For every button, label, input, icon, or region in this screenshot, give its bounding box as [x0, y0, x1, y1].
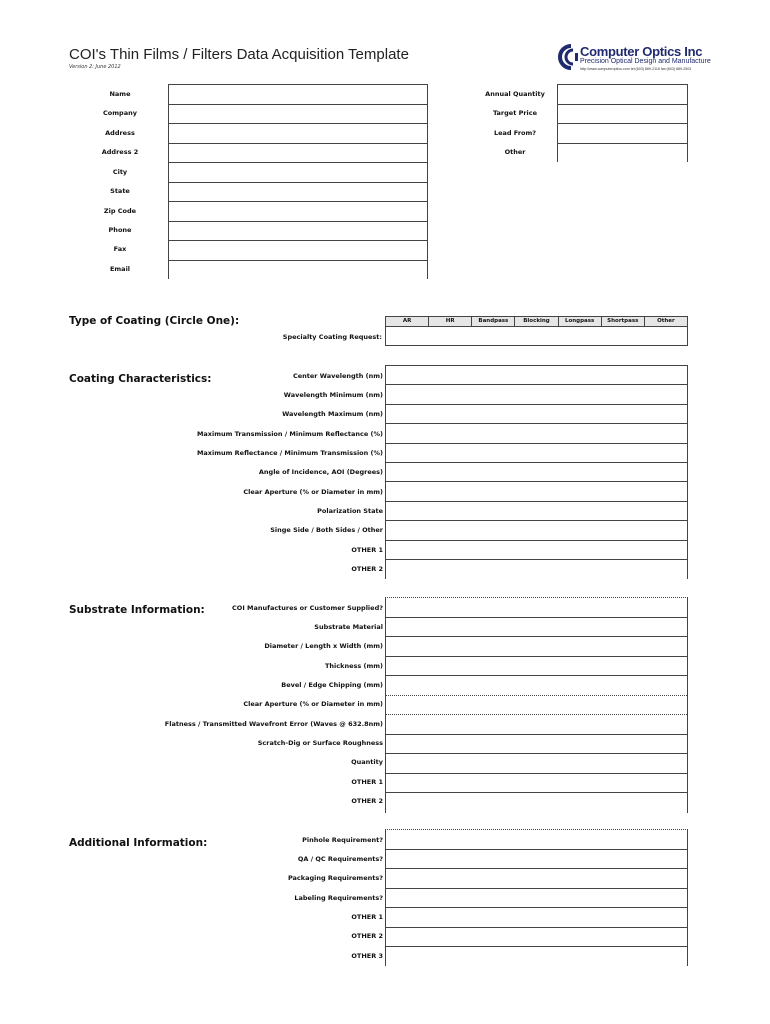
coating-other1-field[interactable] [386, 541, 687, 560]
coating-option-bandpass[interactable]: Bandpass [472, 317, 515, 326]
order-grid [557, 84, 688, 162]
labeling-field[interactable] [386, 889, 687, 909]
aoi-field[interactable] [386, 463, 687, 482]
additional-other2-field[interactable] [386, 928, 687, 948]
clear-aperture-field[interactable] [386, 482, 687, 501]
sides-field[interactable] [386, 521, 687, 540]
address2-field[interactable] [169, 144, 427, 164]
substrate-field-label: Diameter / Length x Width (mm) [264, 642, 383, 650]
contact-label: Name [109, 90, 131, 98]
contact-grid [168, 84, 428, 279]
order-label: Other [504, 148, 526, 156]
coating-option-ar[interactable]: AR [386, 317, 429, 326]
coating-field-label: OTHER 2 [351, 565, 383, 573]
coating-field-label: OTHER 1 [351, 546, 383, 554]
target-price-field[interactable] [558, 105, 687, 125]
contact-label: Address 2 [101, 148, 139, 156]
contact-label: Address [105, 129, 135, 137]
coating-option-longpass[interactable]: Longpass [559, 317, 602, 326]
email-field[interactable] [169, 261, 427, 281]
coating-field-label: Angle of Incidence, AOI (Degrees) [258, 468, 383, 476]
coating-characteristics-grid [385, 365, 688, 579]
polarization-field[interactable] [386, 502, 687, 521]
specialty-coating-field[interactable] [385, 327, 688, 346]
coating-characteristics-labels [150, 366, 383, 578]
thickness-field[interactable] [386, 657, 687, 677]
coating-field-label: Clear Aperture (% or Diameter in mm) [243, 488, 383, 496]
wavelength-min-field[interactable] [386, 385, 687, 404]
page-title: COI's Thin Films / Filters Data Acquisition Template [69, 46, 409, 63]
coating-other2-field[interactable] [386, 560, 687, 579]
substrate-field-label: Clear Aperture (% or Diameter in mm) [243, 700, 383, 708]
additional-field-label: OTHER 1 [351, 913, 383, 921]
phone-field[interactable] [169, 222, 427, 242]
substrate-clear-aperture-field[interactable] [386, 696, 687, 716]
substrate-material-field[interactable] [386, 618, 687, 638]
contact-label: State [110, 187, 130, 195]
coating-field-label: Center Wavelength (nm) [292, 372, 383, 380]
coating-field-label: Wavelength Maximum (nm) [282, 410, 383, 418]
additional-other1-field[interactable] [386, 908, 687, 928]
max-reflectance-field[interactable] [386, 444, 687, 463]
address-field[interactable] [169, 124, 427, 144]
coating-field-label: Wavelength Minimum (nm) [283, 391, 383, 399]
substrate-field-label: OTHER 2 [351, 797, 383, 805]
additional-grid [385, 829, 688, 966]
substrate-field-label: Flatness / Transmitted Wavefront Error (Waves @ 632.8nm) [164, 720, 383, 728]
substrate-field-label: Substrate Material [314, 623, 383, 631]
substrate-field-label: Scratch-Dig or Surface Roughness [257, 739, 383, 747]
substrate-grid [385, 597, 688, 813]
additional-field-label: Pinhole Requirement? [302, 836, 383, 844]
substrate-field-label: OTHER 1 [351, 778, 383, 786]
lead-from-field[interactable] [558, 124, 687, 144]
substrate-field-label: Quantity [351, 758, 383, 766]
contact-label: Email [109, 265, 131, 273]
contact-label: Fax [113, 245, 127, 253]
coating-type-options [385, 316, 688, 327]
qa-qc-field[interactable] [386, 850, 687, 870]
order-label: Annual Quantity [485, 90, 545, 98]
contact-labels [60, 84, 180, 279]
center-wavelength-field[interactable] [386, 366, 687, 385]
coating-option-shortpass[interactable]: Shortpass [602, 317, 645, 326]
city-field[interactable] [169, 163, 427, 183]
order-label: Target Price [492, 109, 538, 117]
substrate-field-label: Thickness (mm) [325, 662, 383, 670]
fax-field[interactable] [169, 241, 427, 261]
name-field[interactable] [169, 85, 427, 105]
flatness-field[interactable] [386, 715, 687, 735]
additional-other3-field[interactable] [386, 947, 687, 967]
coi-or-customer-field[interactable] [386, 598, 687, 618]
contact-label: Company [103, 109, 137, 117]
logo-company-name: Computer Optics Inc [580, 44, 703, 59]
annual-quantity-field[interactable] [558, 85, 687, 105]
max-transmission-field[interactable] [386, 424, 687, 443]
substrate-labels [150, 598, 383, 812]
additional-heading: Additional Information: [69, 837, 208, 849]
additional-labels [150, 830, 383, 967]
wavelength-max-field[interactable] [386, 405, 687, 424]
zip-field[interactable] [169, 202, 427, 222]
substrate-heading: Substrate Information: [69, 604, 205, 616]
additional-field-label: Packaging Requirements? [287, 874, 383, 882]
diameter-field[interactable] [386, 637, 687, 657]
logo-contact: http://www.computeroptics.com tel:(603) 889-2116 fax:(603) 889-2503 [580, 67, 692, 71]
bevel-field[interactable] [386, 676, 687, 696]
additional-field-label: OTHER 3 [351, 952, 383, 960]
logo-tagline: Precision Optical Design and Manufacture [580, 58, 711, 65]
additional-field-label: OTHER 2 [351, 932, 383, 940]
substrate-field-label: COI Manufactures or Customer Supplied? [232, 604, 383, 612]
coating-field-label: Maximum Transmission / Minimum Reflectance (%) [196, 430, 383, 438]
contact-label: City [112, 168, 128, 176]
coating-field-label: Maximum Reflectance / Minimum Transmission (%) [196, 449, 383, 457]
order-labels [460, 84, 570, 162]
coating-option-other[interactable]: Other [657, 318, 675, 324]
coating-field-label: Polarization State [317, 507, 383, 515]
substrate-other2-field[interactable] [386, 793, 687, 813]
company-field[interactable] [169, 105, 427, 125]
packaging-field[interactable] [386, 869, 687, 889]
order-label: Lead From? [493, 129, 537, 137]
contact-label: Phone [108, 226, 132, 234]
state-field[interactable] [169, 183, 427, 203]
scratch-dig-field[interactable] [386, 735, 687, 755]
additional-field-label: QA / QC Requirements? [297, 855, 383, 863]
coating-field-label: Singe Side / Both Sides / Other [270, 526, 383, 534]
coating-type-heading: Type of Coating (Circle One): [69, 315, 240, 327]
company-logo [558, 44, 711, 76]
other-field[interactable] [558, 144, 687, 164]
additional-field-label: Labeling Requirements? [294, 894, 383, 902]
specialty-coating-label: Specialty Coating Request: [282, 333, 382, 341]
substrate-field-label: Bevel / Edge Chipping (mm) [281, 681, 383, 689]
version-note: Version 2: June 2012 [69, 64, 121, 70]
contact-label: Zip Code [103, 207, 137, 215]
coating-option-hr[interactable]: HR [429, 317, 472, 326]
coating-characteristics-heading: Coating Characteristics: [69, 373, 212, 385]
pinhole-field[interactable] [386, 830, 687, 850]
quantity-field[interactable] [386, 754, 687, 774]
coating-option-blocking[interactable]: Blocking [515, 317, 558, 326]
substrate-other1-field[interactable] [386, 774, 687, 794]
